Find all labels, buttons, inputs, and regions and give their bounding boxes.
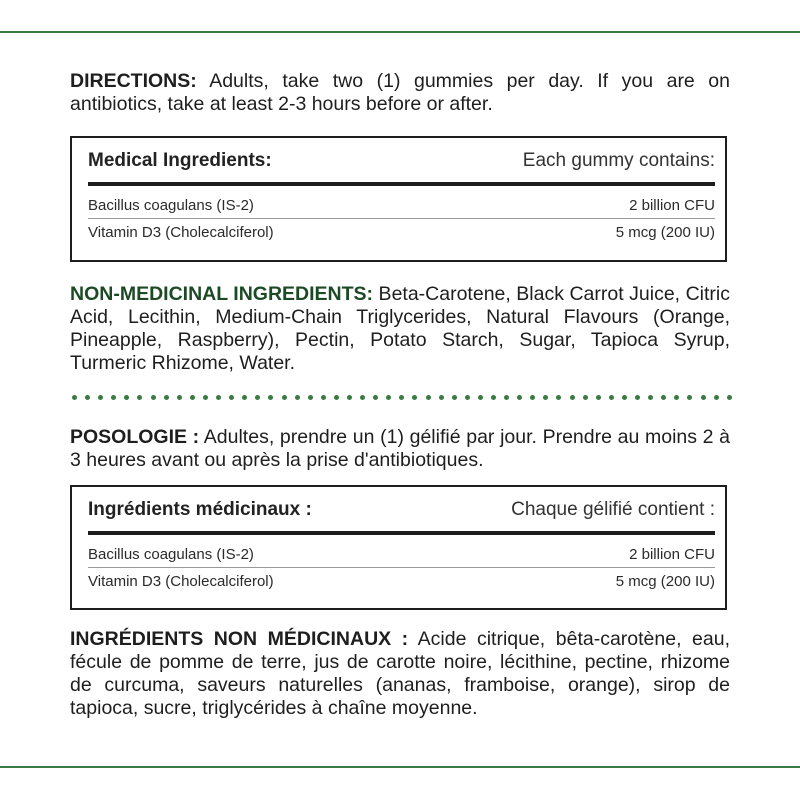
ingredient-amount: 2 billion CFU bbox=[629, 196, 715, 214]
medical-ingredients-table-fr bbox=[70, 485, 727, 610]
divider-dot bbox=[687, 395, 692, 400]
directions-en bbox=[70, 70, 730, 116]
divider-dot bbox=[727, 395, 732, 400]
ingredient-amount: 2 billion CFU bbox=[629, 545, 715, 563]
divider-dot bbox=[229, 395, 234, 400]
non-medicinal-ingredients-en bbox=[70, 283, 730, 375]
table-row bbox=[88, 542, 715, 566]
non-medicinal-ingredients-fr bbox=[70, 628, 730, 720]
ingredient-name: Vitamin D3 (Cholecalciferol) bbox=[88, 572, 274, 590]
bottom-divider bbox=[0, 766, 800, 768]
divider-dot bbox=[701, 395, 706, 400]
divider-dot bbox=[504, 395, 509, 400]
divider-dot bbox=[478, 395, 483, 400]
ingredient-amount: 5 mcg (200 IU) bbox=[615, 572, 715, 590]
divider-dot bbox=[282, 395, 287, 400]
divider-dot bbox=[661, 395, 666, 400]
divider-dot bbox=[137, 395, 142, 400]
divider-dot bbox=[203, 395, 208, 400]
directions-text-fr: Adultes, prendre un (1) gélifié par jour. Prendre au moins 2 à 3 heures avant ou après la prise d'antibiotiques. bbox=[70, 426, 731, 471]
divider-dot bbox=[452, 395, 457, 400]
dotted-divider bbox=[72, 392, 732, 402]
divider-dot bbox=[517, 395, 522, 400]
table-row bbox=[88, 220, 715, 244]
divider-dot bbox=[491, 395, 496, 400]
divider-dot bbox=[347, 395, 352, 400]
divider-dot bbox=[151, 395, 156, 400]
divider-dot bbox=[98, 395, 103, 400]
table-header-left-fr: Ingrédients médicinaux : bbox=[88, 499, 312, 520]
divider-dot bbox=[268, 395, 273, 400]
divider-dot bbox=[609, 395, 614, 400]
divider-dot bbox=[177, 395, 182, 400]
divider-dot bbox=[308, 395, 313, 400]
divider-dot bbox=[321, 395, 326, 400]
table-header-right-en: Each gummy contains: bbox=[522, 150, 715, 171]
divider-dot bbox=[295, 395, 300, 400]
divider-dot bbox=[635, 395, 640, 400]
table-header-rule bbox=[88, 531, 715, 535]
top-divider bbox=[0, 31, 800, 33]
table-header-left-en: Medical Ingredients: bbox=[88, 150, 272, 171]
non-medicinal-label-en: NON-MEDICINAL INGREDIENTS: bbox=[70, 283, 374, 305]
divider-dot bbox=[111, 395, 116, 400]
divider-dot bbox=[439, 395, 444, 400]
ingredient-name: Vitamin D3 (Cholecalciferol) bbox=[88, 223, 274, 241]
ingredient-name: Bacillus coagulans (IS-2) bbox=[88, 545, 254, 563]
divider-dot bbox=[556, 395, 561, 400]
divider-dot bbox=[124, 395, 129, 400]
divider-dot bbox=[530, 395, 535, 400]
medical-ingredients-table-en bbox=[70, 136, 727, 262]
divider-dot bbox=[373, 395, 378, 400]
divider-dot bbox=[412, 395, 417, 400]
table-header-right-fr: Chaque gélifié contient : bbox=[511, 499, 715, 520]
divider-dot bbox=[648, 395, 653, 400]
divider-dot bbox=[386, 395, 391, 400]
table-header-en bbox=[88, 138, 715, 184]
divider-dot bbox=[714, 395, 719, 400]
divider-dot bbox=[255, 395, 260, 400]
divider-dot bbox=[570, 395, 575, 400]
directions-fr bbox=[70, 426, 730, 472]
ingredient-amount: 5 mcg (200 IU) bbox=[615, 223, 715, 241]
non-medicinal-label-fr: INGRÉDIENTS NON MÉDICINAUX : bbox=[70, 628, 409, 650]
non-medicinal-text-en: Beta-Carotene, Black Carrot Juice, Citric Acid, Lecithin, Medium-Chain Triglycerides, Natural Flavours (Orange, Pineapple, Raspberry), Pectin, Potato Starch, Sugar, Tapioca Syrup, Turmeric Rhizome, Water. bbox=[70, 283, 730, 374]
directions-text-en: Adults, take two (1) gummies per day. If you are on antibiotics, take at least 2-3 hours before or after. bbox=[70, 70, 730, 115]
divider-dot bbox=[596, 395, 601, 400]
divider-dot bbox=[85, 395, 90, 400]
divider-dot bbox=[426, 395, 431, 400]
divider-dot bbox=[622, 395, 627, 400]
table-row bbox=[88, 193, 715, 217]
non-medicinal-text-fr: Acide citrique, bêta-carotène, eau, fécule de pomme de terre, jus de carotte noire, lécithine, pectine, rhizome de curcuma, saveurs naturelles (ananas, framboise, orange), sirop de tapioca, sucre, triglycérides à chaîne moyenne. bbox=[70, 628, 730, 719]
divider-dot bbox=[334, 395, 339, 400]
divider-dot bbox=[72, 395, 77, 400]
directions-label-fr: POSOLOGIE : bbox=[70, 426, 200, 448]
divider-dot bbox=[674, 395, 679, 400]
directions-label-en: DIRECTIONS: bbox=[70, 70, 197, 92]
table-row-divider bbox=[88, 218, 715, 219]
divider-dot bbox=[242, 395, 247, 400]
divider-dot bbox=[543, 395, 548, 400]
table-header-rule bbox=[88, 182, 715, 186]
divider-dot bbox=[583, 395, 588, 400]
divider-dot bbox=[399, 395, 404, 400]
divider-dot bbox=[190, 395, 195, 400]
ingredient-name: Bacillus coagulans (IS-2) bbox=[88, 196, 254, 214]
divider-dot bbox=[360, 395, 365, 400]
table-row-divider bbox=[88, 567, 715, 568]
divider-dot bbox=[216, 395, 221, 400]
table-header-fr bbox=[88, 487, 715, 533]
divider-dot bbox=[164, 395, 169, 400]
table-row bbox=[88, 569, 715, 593]
divider-dot bbox=[465, 395, 470, 400]
